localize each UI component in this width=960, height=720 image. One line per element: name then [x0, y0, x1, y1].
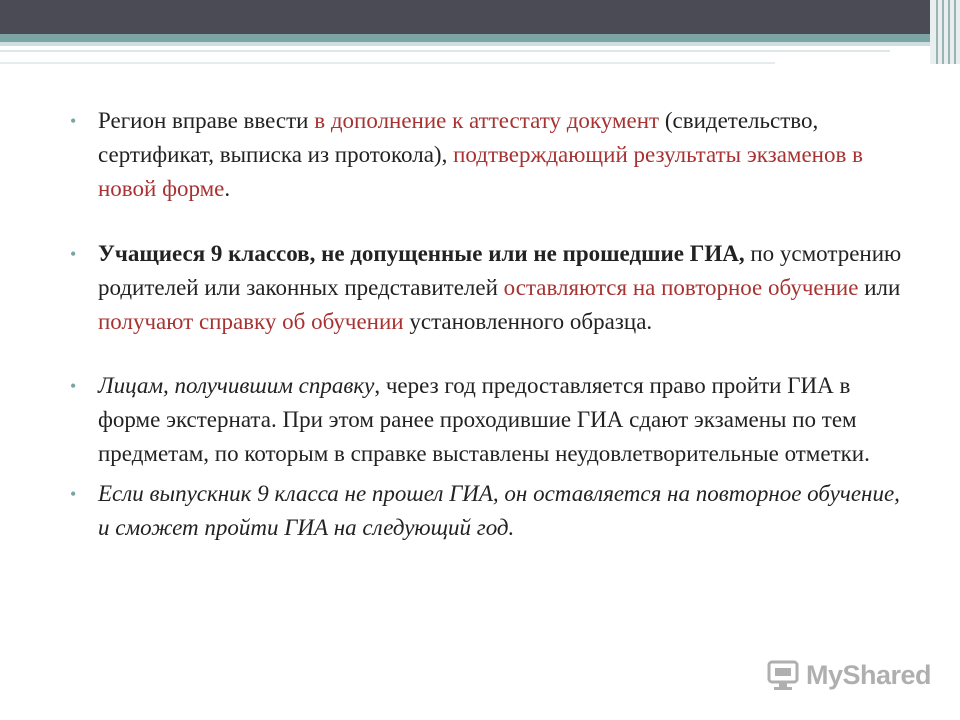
slide-top-bar: [0, 0, 960, 34]
bullet-text: Лицам, получившим справку, через год предоставляется право пройти ГИА в форме экстерната. При этом ранее проходившие ГИА сдают экзамены по тем предметам, по которым в справке выставлены неудовлетворительные отметки.: [98, 373, 870, 466]
bullet-text: Регион вправе ввести в дополнение к аттестату документ (свидетельство, сертификат, выписка из протокола), подтверждающий результаты экзаменов в новой форме.: [98, 108, 863, 201]
myshared-watermark: [766, 656, 931, 694]
slide-body: [70, 104, 910, 545]
myshared-logo-icon: [766, 658, 800, 692]
bullet-item: [70, 369, 910, 471]
bullet-dot-icon: •: [70, 244, 77, 264]
slide-accent-stripe: [0, 34, 930, 42]
bullet-dot-icon: •: [70, 111, 77, 131]
slide-thin-line-2: [0, 62, 775, 64]
bullet-dot-icon: •: [70, 376, 77, 396]
watermark-text: MyShared: [806, 659, 932, 690]
slide-corner-decoration: [930, 0, 960, 64]
bullet-dot-icon: •: [70, 484, 77, 504]
slide-accent-stripe-light: [0, 42, 930, 46]
slide-thin-line: [0, 50, 890, 52]
bullet-item: [70, 237, 910, 339]
bullet-item: [70, 477, 910, 545]
bullet-text: Учащиеся 9 классов, не допущенные или не прошедшие ГИА, по усмотрению родителей или законных представителей оставляются на повторное обучение или получают справку об обучении установленного образца.: [98, 241, 902, 334]
bullet-item: [70, 104, 910, 206]
bullet-text: Если выпускник 9 класса не прошел ГИА, он оставляется на повторное обучение, и сможет пройти ГИА на следующий год.: [98, 481, 900, 540]
